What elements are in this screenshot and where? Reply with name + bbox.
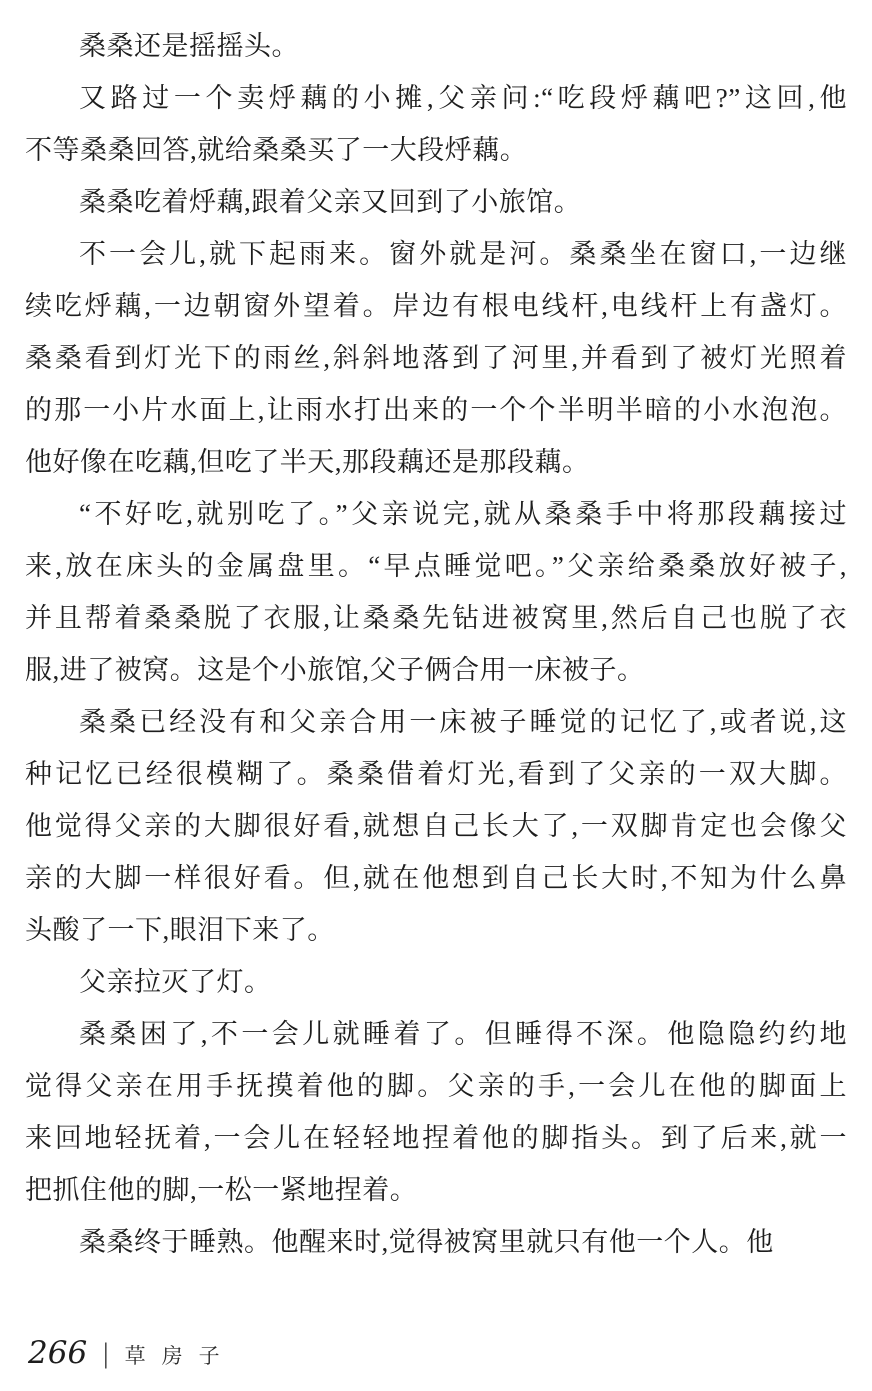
text-line: 不一会儿,就下起雨来。窗外就是河。桑桑坐在窗口,一边继 [79,239,847,269]
paragraph [25,956,847,1008]
footer-separator: | [103,1336,109,1369]
page-number: 266 [28,1335,88,1371]
text-line: 来,放在床头的金属盘里。“早点睡觉吧。”父亲给桑桑放好被子, [25,551,847,581]
text-line: 的那一小片水面上,让雨水打出来的一个个半明半暗的小水泡泡。 [25,395,847,425]
text-line: 桑桑已经没有和父亲合用一床被子睡觉的记忆了,或者说,这 [79,707,847,737]
text-line: 并且帮着桑桑脱了衣服,让桑桑先钻进被窝里,然后自己也脱了衣 [25,603,847,633]
paragraph [25,20,847,72]
text-line: 又路过一个卖烀藕的小摊,父亲问:“吃段烀藕吧?”这回,他 [79,83,847,113]
paragraph [25,176,847,228]
text-line: 服,进了被窝。这是个小旅馆,父子俩合用一床被子。 [25,655,645,685]
text-line: 他觉得父亲的大脚很好看,就想自己长大了,一双脚肯定也会像父 [25,811,847,841]
text-line: 亲的大脚一样很好看。但,就在他想到自己长大时,不知为什么鼻 [25,863,847,893]
paragraph [25,228,847,488]
text-line: 觉得父亲在用手抚摸着他的脚。父亲的手,一会儿在他的脚面上 [25,1071,847,1101]
text-line: 父亲拉灭了灯。 [79,967,272,997]
text-line: 桑桑终于睡熟。他醒来时,觉得被窝里就只有他一个人。他 [79,1227,774,1257]
text-line: 桑桑看到灯光下的雨丝,斜斜地落到了河里,并看到了被灯光照着 [25,343,847,373]
text-line: 把抓住他的脚,一松一紧地捏着。 [25,1175,418,1205]
text-line: 来回地轻抚着,一会儿在轻轻地捏着他的脚指头。到了后来,就一 [25,1123,847,1153]
paragraph [25,696,847,956]
text-line: 他好像在吃藕,但吃了半天,那段藕还是那段藕。 [25,447,590,477]
text-line: 不等桑桑回答,就给桑桑买了一大段烀藕。 [25,135,528,165]
text-line: 桑桑还是摇摇头。 [79,31,299,61]
text-line: 桑桑吃着烀藕,跟着父亲又回到了小旅馆。 [79,187,582,217]
text-body [25,20,847,1268]
text-line: 种记忆已经很模糊了。桑桑借着灯光,看到了父亲的一双大脚。 [25,759,847,789]
paragraph [25,1216,847,1268]
text-line: 桑桑困了,不一会儿就睡着了。但睡得不深。他隐隐约约地 [79,1019,847,1049]
page-footer [28,1335,236,1371]
text-line: “不好吃,就别吃了。”父亲说完,就从桑桑手中将那段藕接过 [79,499,847,529]
paragraph [25,488,847,696]
text-line: 续吃烀藕,一边朝窗外望着。岸边有根电线杆,电线杆上有盏灯。 [25,291,847,321]
book-title: 草房子 [124,1343,236,1368]
paragraph [25,72,847,176]
paragraph [25,1008,847,1216]
text-line: 头酸了一下,眼泪下来了。 [25,915,335,945]
